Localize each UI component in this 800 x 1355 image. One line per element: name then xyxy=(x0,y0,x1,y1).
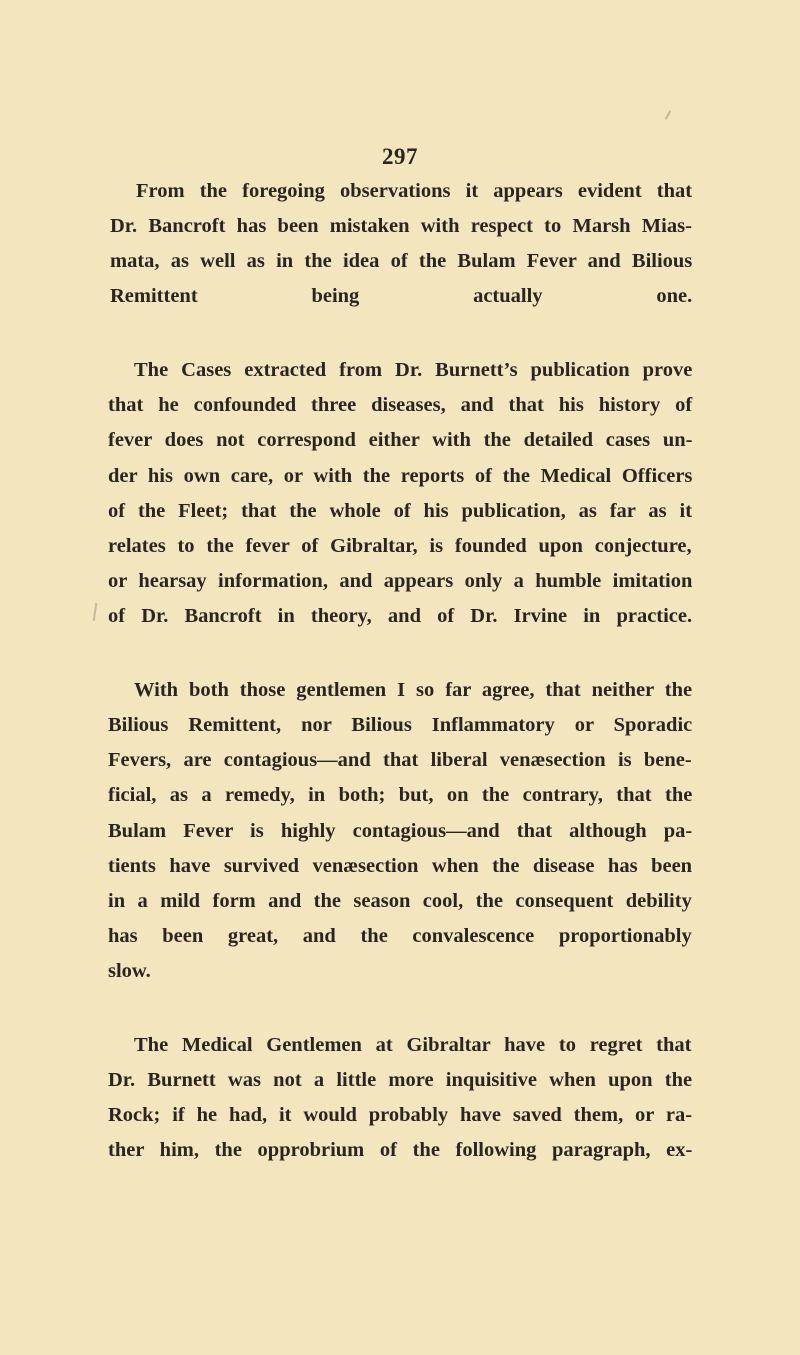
text-line: der his own care, or with the reports of the Medical Officers xyxy=(108,465,693,487)
text-line: tients have survived venæsection when the disease has been xyxy=(108,855,693,877)
text-line: Fevers, are contagious—and that liberal venæsection is bene- xyxy=(108,749,692,771)
text-line: Rock; if he had, it would probably have saved them, or ra- xyxy=(108,1104,693,1126)
text-line: of Dr. Bancroft in theory, and of Dr. Irvine in practice. xyxy=(108,605,693,627)
text-line: Dr. Burnett was not a little more inquisitive when upon the xyxy=(108,1069,693,1091)
text-line: The Cases extracted from Dr. Burnett’s publication prove xyxy=(134,359,693,381)
text-line: or hearsay information, and appears only a humble imitation xyxy=(108,570,693,592)
text-line: that he confounded three diseases, and that his history of xyxy=(108,394,693,416)
text-line: From the foregoing observations it appears evident that xyxy=(136,180,693,202)
text-line: of the Fleet; that the whole of his publication, as far as it xyxy=(108,500,693,522)
paper-scratch-mark xyxy=(665,110,671,120)
text-line: Bulam Fever is highly contagious—and that although pa- xyxy=(108,820,693,842)
paper-scratch-mark xyxy=(93,603,97,621)
text-line: relates to the fever of Gibraltar, is founded upon conjecture, xyxy=(108,535,692,557)
text-line: has been great, and the convalescence proportionably xyxy=(108,925,692,947)
text-line: ficial, as a remedy, in both; but, on the contrary, that the xyxy=(108,784,693,806)
text-line: Remittent being actually one. xyxy=(110,285,693,307)
text-line: With both those gentlemen I so far agree, that neither the xyxy=(134,679,693,701)
text-line: Dr. Bancroft has been mistaken with respect to Marsh Mias- xyxy=(110,215,692,237)
text-line: in a mild form and the season cool, the consequent debility xyxy=(108,890,692,912)
text-line: fever does not correspond either with the detailed cases un- xyxy=(108,429,693,451)
page-number: 297 xyxy=(382,144,418,169)
text-line: Bilious Remittent, nor Bilious Inflammatory or Sporadic xyxy=(108,714,693,736)
text-line: slow. xyxy=(108,960,151,982)
text-line: mata, as well as in the idea of the Bulam Fever and Bilious xyxy=(110,250,693,272)
text-line: The Medical Gentlemen at Gibraltar have to regret that xyxy=(134,1034,692,1056)
text-line: ther him, the opprobrium of the following paragraph, ex- xyxy=(108,1139,693,1161)
